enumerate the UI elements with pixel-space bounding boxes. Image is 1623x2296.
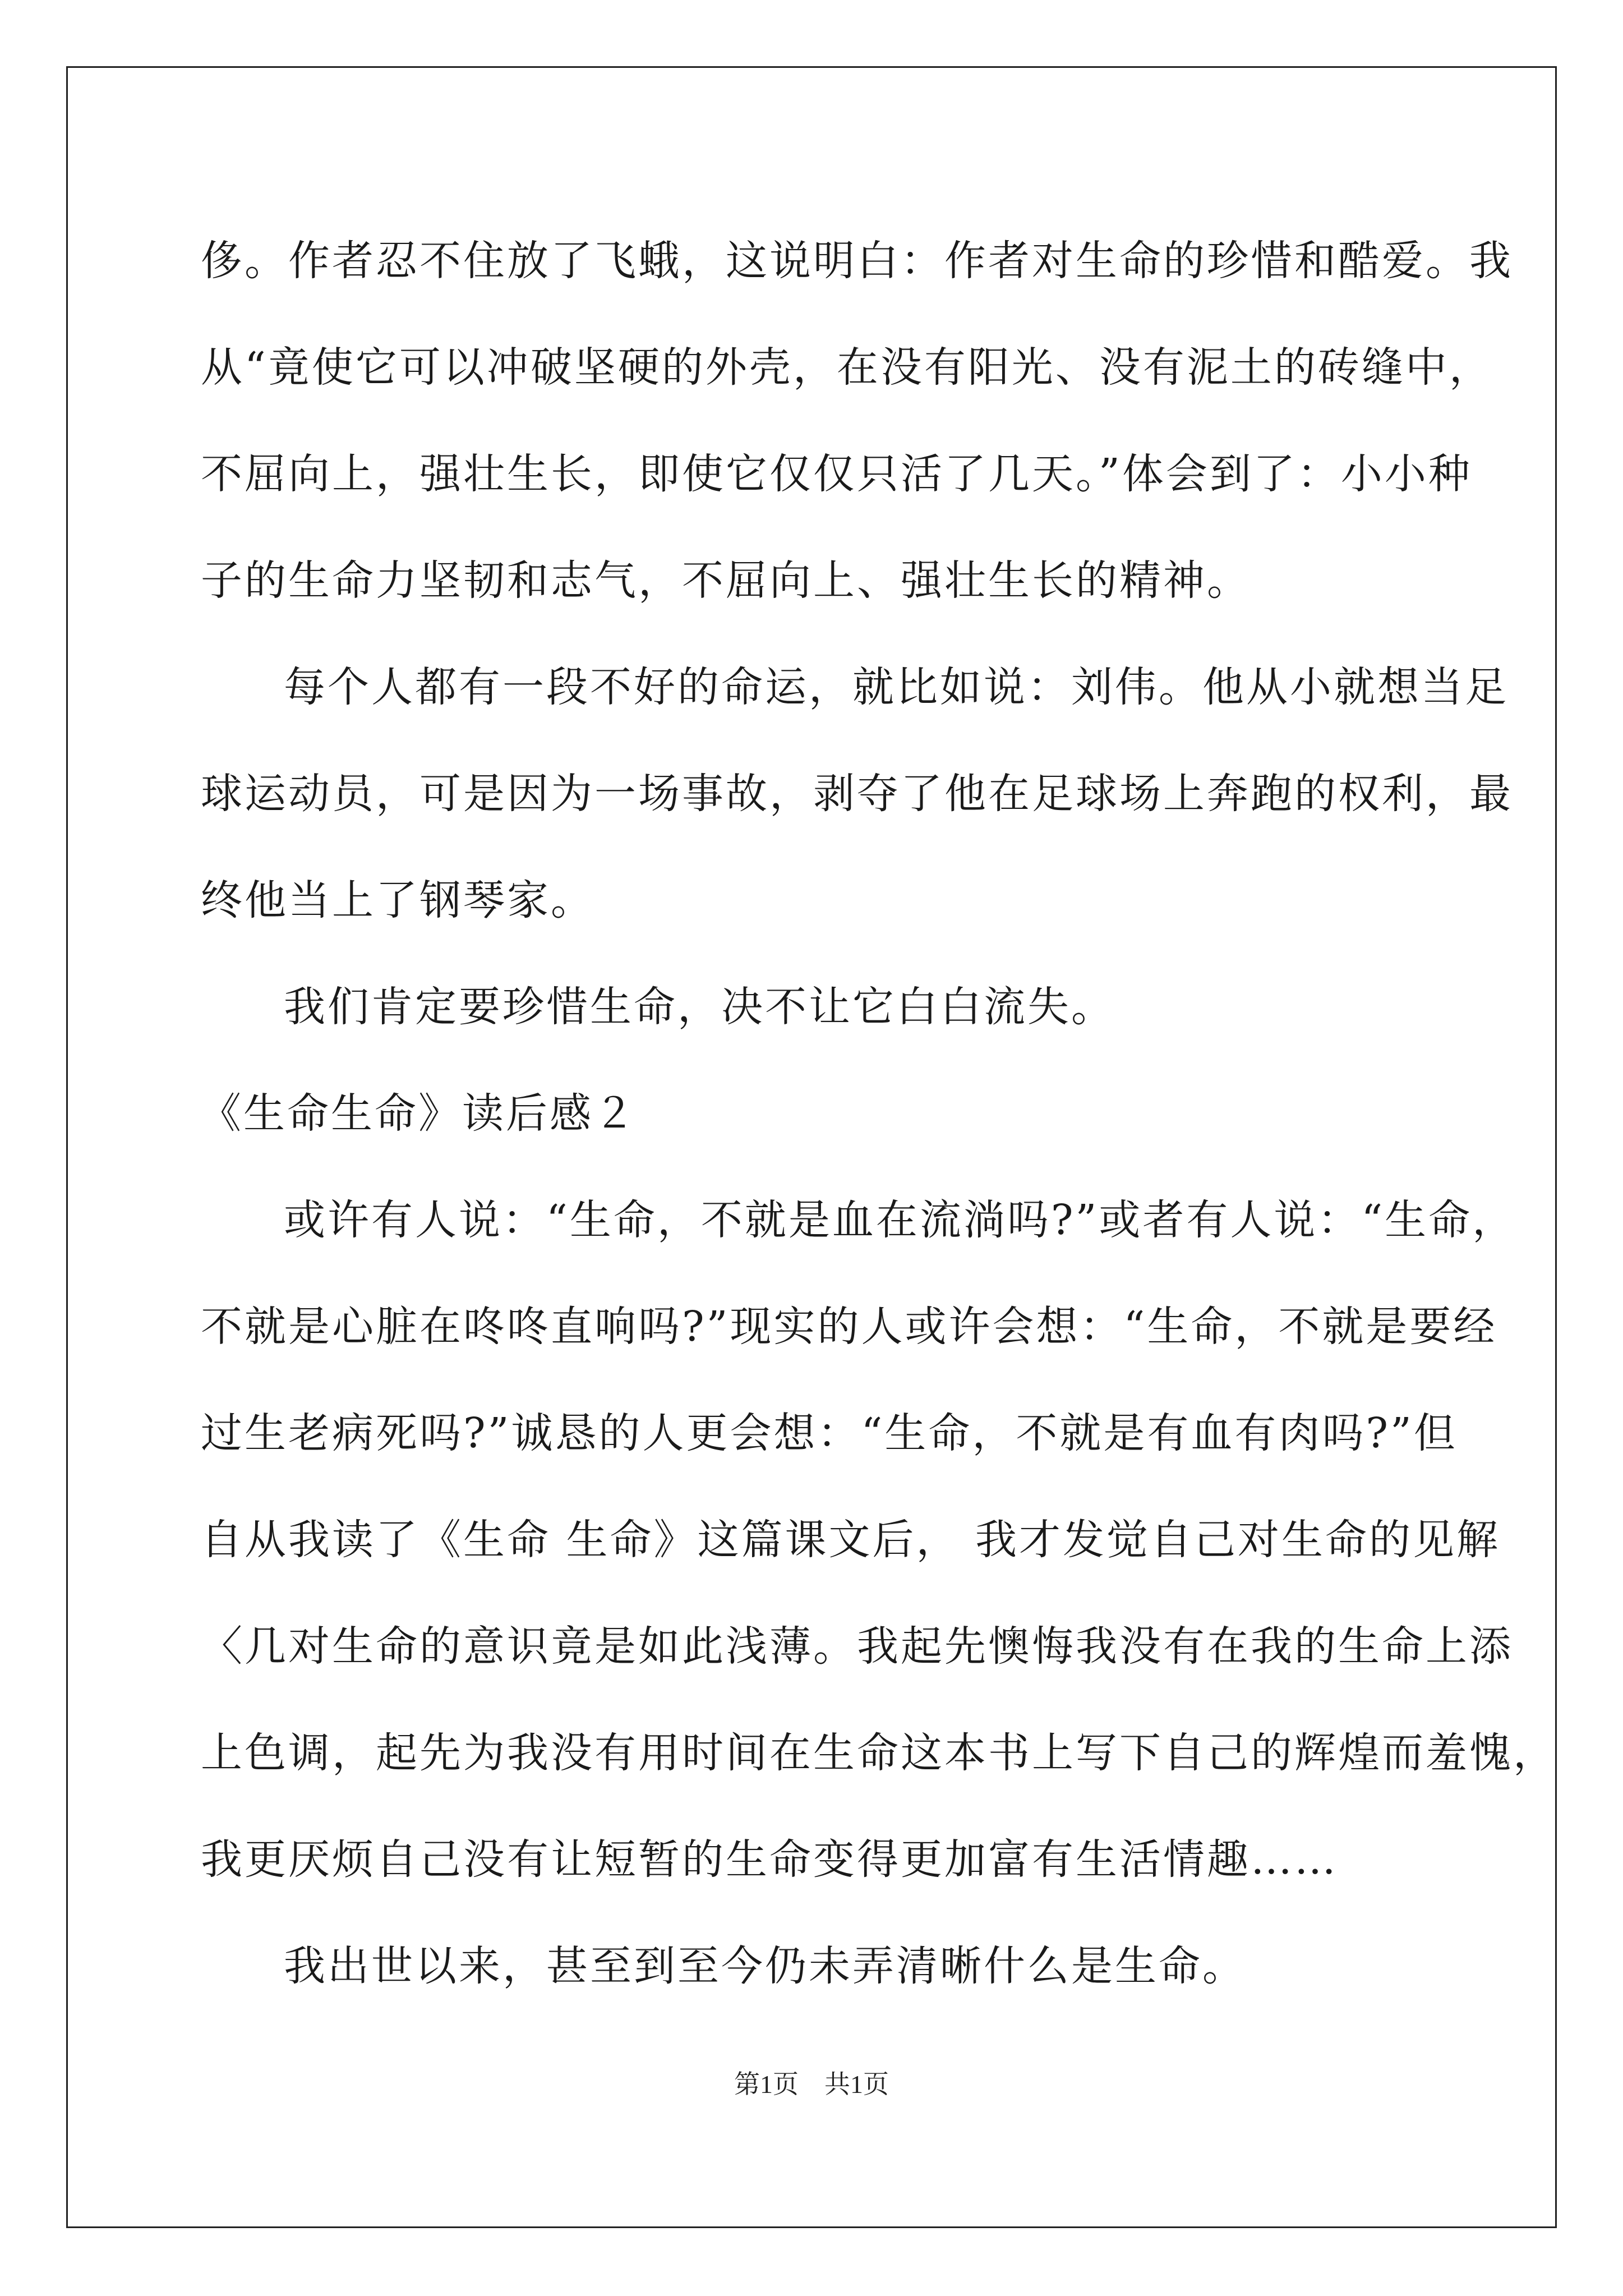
- text-line-16: 我更厌烦自己没有让短暂的生命变得更加富有生活情趣……: [201, 1835, 1338, 1884]
- text-line-14: 〈几对生命的意识竟是如此浅薄。我起先懊悔我没有在我的生命上添: [201, 1622, 1513, 1671]
- text-line-5: 每个人都有一段不好的命运，就比如说：刘伟。他从小就想当足: [284, 663, 1509, 711]
- text-line-2: 从“竟使它可以冲破坚硬的外壳，在没有阳光、没有泥土的砖缝中，: [201, 343, 1493, 392]
- text-line-8: 我们肯定要珍惜生命，决不让它白白流失。: [284, 983, 1115, 1031]
- text-line-6: 球运动员，可是因为一场事故，剥夺了他在足球场上奔跑的权利，最: [201, 770, 1513, 818]
- text-line-13: 自从我读了《生命 生命》这篇课文后， 我才发觉自己对生命的见解: [201, 1516, 1501, 1564]
- text-line-1: 侈。作者忍不住放了飞蛾，这说明白：作者对生命的珍惜和酷爱。我: [201, 237, 1513, 285]
- text-line-4: 子的生命力坚韧和志气，不屈向上、强壮生长的精神。: [201, 556, 1251, 605]
- section-heading: 《生命生命》读后感２: [200, 1089, 637, 1138]
- document-body: [200, 208, 1557, 2019]
- text-line-11: 不就是心脏在咚咚直响吗?”现实的人或许会想：“生命，不就是要经: [201, 1303, 1497, 1351]
- text-line-15: 上色调，起先为我没有用时间在生命这本书上写下自己的辉煌而羞愧，: [201, 1729, 1557, 1777]
- text-line-10: 或许有人说：“生命，不就是血在流淌吗?”或者有人说：“生命，: [284, 1196, 1516, 1244]
- page-number-footer: 第1页 共1页: [734, 2070, 889, 2099]
- text-line-3: 不屈向上，强壮生长，即使它仅仅只活了几天。”体会到了：小小种: [201, 450, 1472, 498]
- text-line-12: 过生老病死吗?”诚恳的人更会想：“生命，不就是有血有肉吗?”但: [201, 1409, 1458, 1457]
- text-line-17: 我出世以来，甚至到至今仍未弄清晰什么是生命。: [284, 1942, 1246, 1990]
- text-line-7: 终他当上了钢琴家。: [201, 876, 594, 924]
